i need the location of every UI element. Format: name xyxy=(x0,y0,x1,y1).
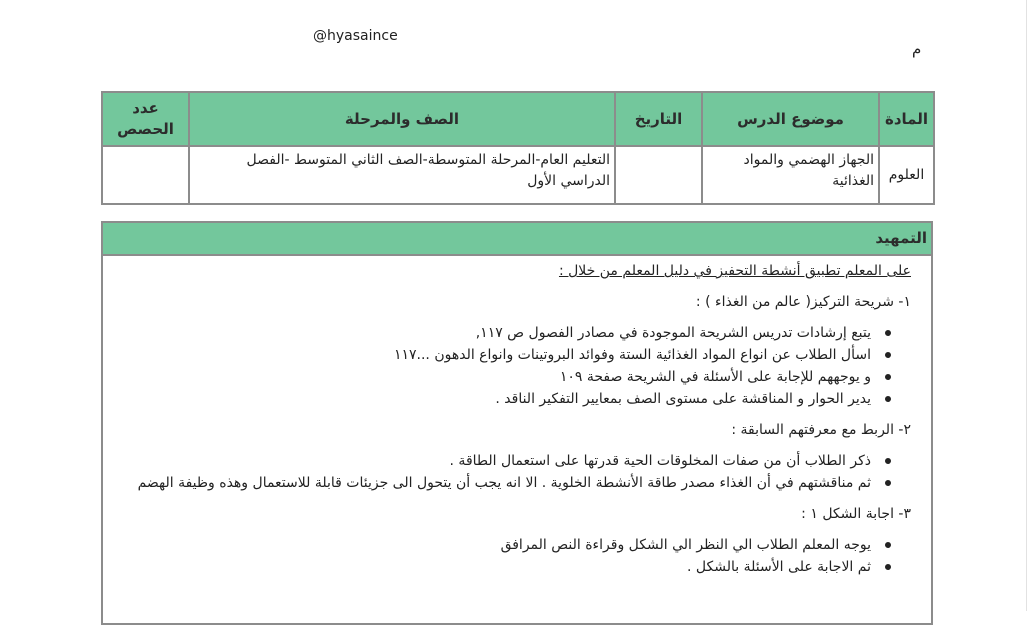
header-subject: المادة xyxy=(879,92,934,146)
intro-text: على المعلم تطبيق أنشطة التحفيز في دليل المعلم من خلال : xyxy=(558,263,911,279)
cell-grade: التعليم العام-المرحلة المتوسطة-الصف الثاني المتوسط -الفصل الدراسي الأول xyxy=(189,146,615,204)
section-body xyxy=(103,256,931,578)
lesson-info-table xyxy=(101,91,935,205)
intro-section xyxy=(101,221,933,625)
page-edge xyxy=(1026,0,1027,611)
section-title: التمهيد xyxy=(103,223,931,256)
step-points xyxy=(123,322,911,410)
list-item: ثم الاجابة على الأسئلة بالشكل . xyxy=(123,556,871,578)
cell-date xyxy=(615,146,702,204)
step-title: ٢- الربط مع معرفتهم السابقة : xyxy=(731,422,911,438)
step-points xyxy=(123,450,911,494)
list-item: و يوجههم للإجابة على الأسئلة في الشريحة صفحة ١٠٩ xyxy=(123,366,871,388)
list-item: يوجه المعلم الطلاب الي النظر الي الشكل وقراءة النص المرافق xyxy=(123,534,871,556)
header-periods: عدد الحصص xyxy=(102,92,189,146)
header-topic: موضوع الدرس xyxy=(702,92,879,146)
author-handle: @hyasaince xyxy=(313,28,398,44)
list-item: يتبع إرشادات تدريس الشريحة الموجودة في مصادر الفصول ص ١١٧, xyxy=(123,322,871,344)
list-item: اسأل الطلاب عن انواع المواد الغذائية الستة وفوائد البروتينات وانواع الدهون ...١١٧ xyxy=(123,344,871,366)
list-item: يدير الحوار و المناقشة على مستوى الصف بمعايير التفكير الناقد . xyxy=(123,388,871,410)
list-item: ذكر الطلاب أن من صفات المخلوقات الحية قدرتها على استعمال الطاقة . xyxy=(123,450,871,472)
header-grade: الصف والمرحلة xyxy=(189,92,615,146)
lesson-table-header-row xyxy=(102,92,934,146)
step-title: ٣- اجابة الشكل ١ : xyxy=(801,506,911,522)
cell-periods xyxy=(102,146,189,204)
step-title: ١- شريحة التركيز( عالم من الغذاء ) : xyxy=(695,294,911,310)
header-mark: م xyxy=(912,40,922,58)
cell-topic: الجهاز الهضمي والمواد الغذائية xyxy=(702,146,879,204)
list-item: ثم مناقشتهم في أن الغذاء مصدر طاقة الأنشطة الخلوية . الا انه يجب أن يتحول الى جزيئات قابلة للاستعمال وهذه وظيفة الهضم xyxy=(123,472,871,494)
lesson-table-row xyxy=(102,146,934,204)
step-points xyxy=(123,534,911,578)
cell-subject: العلوم xyxy=(879,146,934,204)
header-date: التاريخ xyxy=(615,92,702,146)
